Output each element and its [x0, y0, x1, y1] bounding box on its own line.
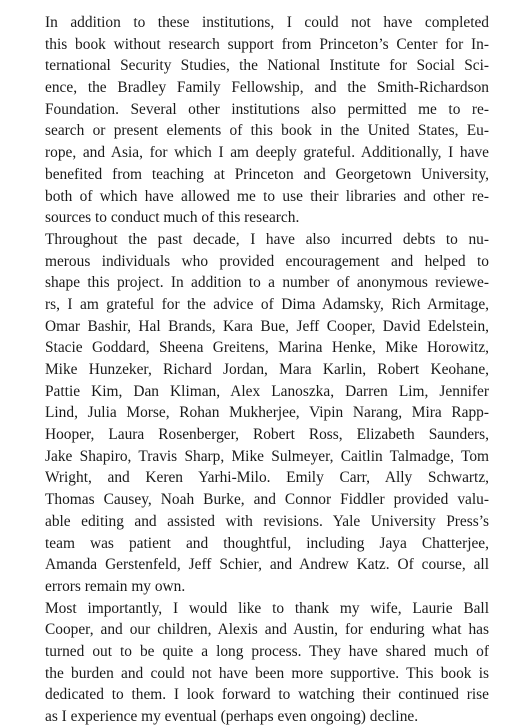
- text-line: search or present elements of this book in the United States, Eu-: [45, 122, 489, 140]
- text-line: dedicated to them. I look forward to watching their continued rise: [45, 686, 489, 704]
- text-line: Mike Hunzeker, Richard Jordan, Mara Karlin, Robert Keohane,: [45, 361, 489, 378]
- text-line: this book without research support from Princeton’s Center for In-: [45, 35, 489, 53]
- text-line: the burden and could not have been more supportive. This book is: [45, 664, 489, 682]
- text-line: team was patient and thoughtful, including Jaya Chatterjee,: [45, 534, 489, 552]
- text-line: able editing and assisted with revisions. Yale University Press’s: [45, 512, 489, 530]
- text-line: Foundation. Several other institutions also permitted me to re-: [45, 100, 489, 118]
- text-line: Thomas Causey, Noah Burke, and Connor Fiddler provided valu-: [45, 491, 489, 509]
- text-line: shape this project. In addition to a number of anonymous reviewe-: [45, 274, 489, 292]
- text-line: rope, and Asia, for which I am deeply grateful. Additionally, I have: [45, 144, 489, 162]
- text-line: sources to conduct much of this research.: [45, 209, 300, 227]
- text-line: Omar Bashir, Hal Brands, Kara Bue, Jeff Cooper, David Edelstein,: [45, 317, 489, 335]
- text-line: Stacie Goddard, Sheena Greitens, Marina Henke, Mike Horowitz,: [45, 339, 489, 357]
- paragraph-family: [23, 598, 489, 728]
- text-line: merous individuals who provided encouragement and helped to: [45, 252, 489, 270]
- text-line: turned out to be quite a long process. They have shared much of: [45, 642, 489, 660]
- paragraph-institutions: [23, 12, 489, 229]
- text-line: ence, the Bradley Family Fellowship, and the Smith-Richardson: [45, 79, 489, 97]
- text-line: as I experience my eventual (perhaps even ongoing) decline.: [45, 708, 419, 725]
- text-line: Cooper, and our children, Alexis and Austin, for enduring what has: [45, 621, 489, 639]
- text-line: Most importantly, I would like to thank my wife, Laurie Ball: [45, 599, 489, 617]
- text-line: both of which have allowed me to use their libraries and other re-: [45, 187, 489, 205]
- text-line: ternational Security Studies, the National Institute for Social Sci-: [45, 57, 489, 75]
- text-line: Hooper, Laura Rosenberger, Robert Ross, Elizabeth Saunders,: [45, 426, 489, 444]
- text-line: Pattie Kim, Dan Kliman, Alex Lanoszka, Darren Lim, Jennifer: [45, 382, 489, 400]
- text-line: rs, I am grateful for the advice of Dima Adamsky, Rich Armitage,: [45, 295, 489, 313]
- text-line: errors remain my own.: [45, 577, 186, 595]
- text-line: Jake Shapiro, Travis Sharp, Mike Sulmeyer, Caitlin Talmadge, Tom: [45, 447, 489, 465]
- text-line: benefited from teaching at Princeton and Georgetown University,: [45, 165, 489, 183]
- text-line: Lind, Julia Morse, Rohan Mukherjee, Vipin Narang, Mira Rapp-: [45, 404, 489, 422]
- paragraph-individuals: [23, 229, 489, 598]
- text-line: Throughout the past decade, I have also incurred debts to nu-: [45, 230, 489, 248]
- text-line: Amanda Gerstenfeld, Jeff Schier, and Andrew Katz. Of course, all: [45, 556, 489, 574]
- text-line: Wright, and Keren Yarhi-Milo. Emily Carr, Ally Schwartz,: [45, 469, 489, 487]
- text-line: In addition to these institutions, I could not have completed: [45, 14, 489, 31]
